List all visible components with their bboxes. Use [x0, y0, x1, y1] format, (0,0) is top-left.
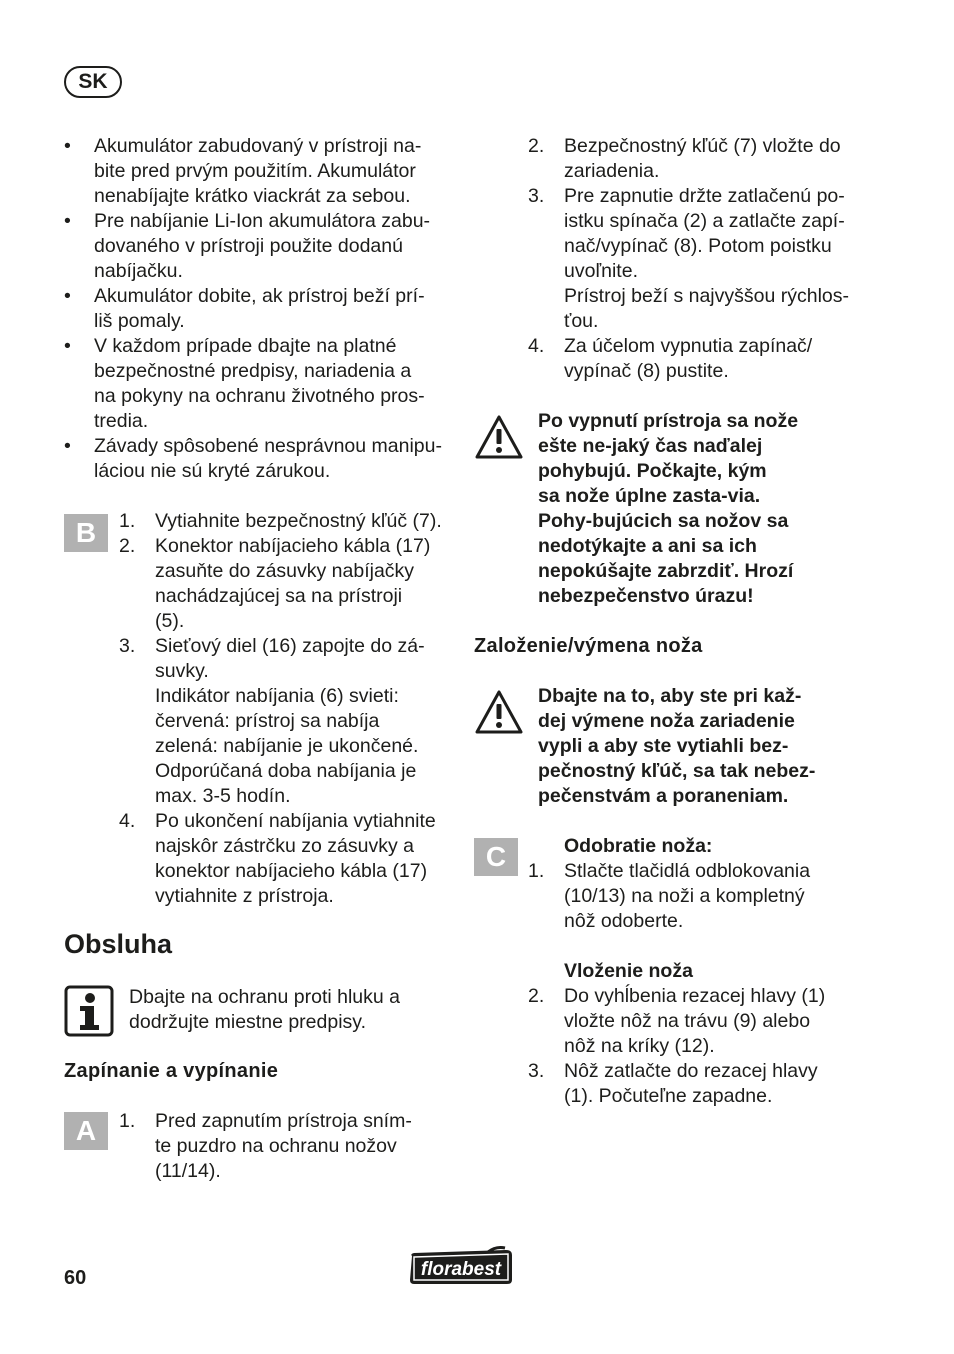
step-item	[119, 634, 459, 809]
step-text: Do vyhĺbenia rezacej hlavy (1) vložte nôž na trávu (9) alebo nôž na kríky (12).	[564, 985, 826, 1057]
step-text: Pre zapnutie držte zatlačenú po- istku spínača (2) a zatlačte zapí- nač/vypínač (8). Potom poistku uvoľnite. Prístroj beží s najvyššou rýchlos- ťou.	[564, 185, 850, 332]
section-title: Obsluha	[64, 929, 173, 959]
figure-b-steps	[119, 509, 459, 909]
step-number: 2.	[528, 135, 545, 157]
bullet-list	[64, 134, 454, 484]
step-item	[119, 1109, 439, 1184]
bullet-item: • Pre nabíjanie Li-Ion akumulátora zabu- dovaného v prístroji použite dodanú nabíjačku.	[64, 209, 454, 284]
info-icon	[64, 985, 114, 1037]
step-item	[528, 334, 878, 384]
step-number: 4.	[528, 335, 545, 357]
warning-text: Dbajte na to, aby ste pri kaž- dej výmene noža zariadenie vypli a aby ste vytiahli bez- pečnostný kľúč, sa tak nebez- pečenstvám a poraneniam.	[538, 685, 816, 807]
insert-steps	[528, 984, 868, 1109]
bullet-item: • Závady spôsobené nesprávnou manipu- láciou nie sú kryté zárukou.	[64, 434, 454, 484]
step-item	[528, 184, 878, 334]
language-badge: SK	[64, 66, 122, 98]
switch-steps	[528, 134, 878, 384]
step-text: Vytiahnite bezpečnostný kľúč (7).	[155, 510, 442, 532]
subheading-switching: Zapínanie a vypínanie	[64, 1060, 279, 1082]
warning-triangle-icon	[474, 689, 524, 735]
step-item	[528, 859, 868, 934]
step-text: Za účelom vypnutia zapínač/ vypínač (8) pustite.	[564, 335, 813, 382]
step-text: Konektor nabíjacieho kábla (17) zasuňte do zásuvky nabíjačky nachádzajúcej sa na prístroji (5).	[155, 535, 431, 632]
step-text: Stlačte tlačidlá odblokovania (10/13) na noži a kompletný nôž odoberte.	[564, 860, 811, 932]
step-number: 1.	[119, 510, 136, 532]
step-text: Sieťový diel (16) zapojte do zá- suvky. Indikátor nabíjania (6) svieti: červená: prístroj sa nabíja zelená: nabíjanie je ukončené. Odporúčaná doba nabíjania je max. 3-5 hodín.	[155, 635, 425, 807]
figure-a-badge: A	[64, 1112, 108, 1150]
step-number: 1.	[528, 860, 545, 882]
step-text: Po ukončení nabíjania vytiahnite najskôr zástrčku zo zásuvky a konektor nabíjacieho kábla (17) vytiahnite z prístroja.	[155, 810, 436, 907]
step-item	[528, 1059, 868, 1109]
step-item	[528, 984, 868, 1059]
step-number: 3.	[119, 635, 136, 657]
step-number: 3.	[528, 185, 545, 207]
brand-logo	[406, 1246, 518, 1288]
subheading-blade: Založenie/výmena noža	[474, 635, 703, 657]
step-number: 1.	[119, 1110, 136, 1132]
figure-c-badge: C	[474, 838, 518, 876]
warning-triangle-icon	[474, 414, 524, 460]
remove-blade-label: Odobratie noža:	[564, 835, 713, 857]
figure-b-badge: B	[64, 514, 108, 552]
bullet-item: • V každom prípade dbajte na platné bezpečnostné predpisy, nariadenia a na pokyny na ochranu životného pros- tredia.	[64, 334, 454, 434]
step-item	[119, 809, 459, 909]
step-number: 2.	[528, 985, 545, 1007]
step-item	[119, 509, 459, 534]
figure-a-steps	[119, 1109, 439, 1184]
step-number: 3.	[528, 1060, 545, 1082]
step-number: 2.	[119, 535, 136, 557]
svg-text:florabest: florabest	[420, 1259, 502, 1280]
remove-steps	[528, 859, 868, 934]
step-text: Bezpečnostný kľúč (7) vložte do zariadenia.	[564, 135, 841, 182]
step-item	[528, 134, 878, 184]
step-text: Nôž zatlačte do rezacej hlavy (1). Počuteľne zapadne.	[564, 1060, 818, 1107]
warning-text: Po vypnutí prístroja sa nože ešte ne-jaký čas naďalej pohybujú. Počkajte, kým sa nože úplne zasta-via. Pohy-bujúcich sa nožov sa nedotýkajte a ani sa ich nepokúšajte zabrzdiť. Hrozí nebezpečenstvo úrazu!	[538, 410, 799, 607]
page-number: 60	[64, 1267, 87, 1289]
step-item	[119, 534, 459, 634]
bullet-item: • Akumulátor zabudovaný v prístroji na- bite pred prvým použitím. Akumulátor nenabíjajte krátko viackrát za sebou.	[64, 134, 454, 209]
info-note-text: Dbajte na ochranu proti hluku a dodržujte miestne predpisy.	[129, 986, 401, 1033]
step-number: 4.	[119, 810, 136, 832]
insert-blade-label: Vloženie noža	[564, 960, 693, 982]
bullet-item: • Akumulátor dobite, ak prístroj beží prí- liš pomaly.	[64, 284, 454, 334]
step-text: Pred zapnutím prístroja sním- te puzdro na ochranu nožov (11/14).	[155, 1110, 412, 1182]
